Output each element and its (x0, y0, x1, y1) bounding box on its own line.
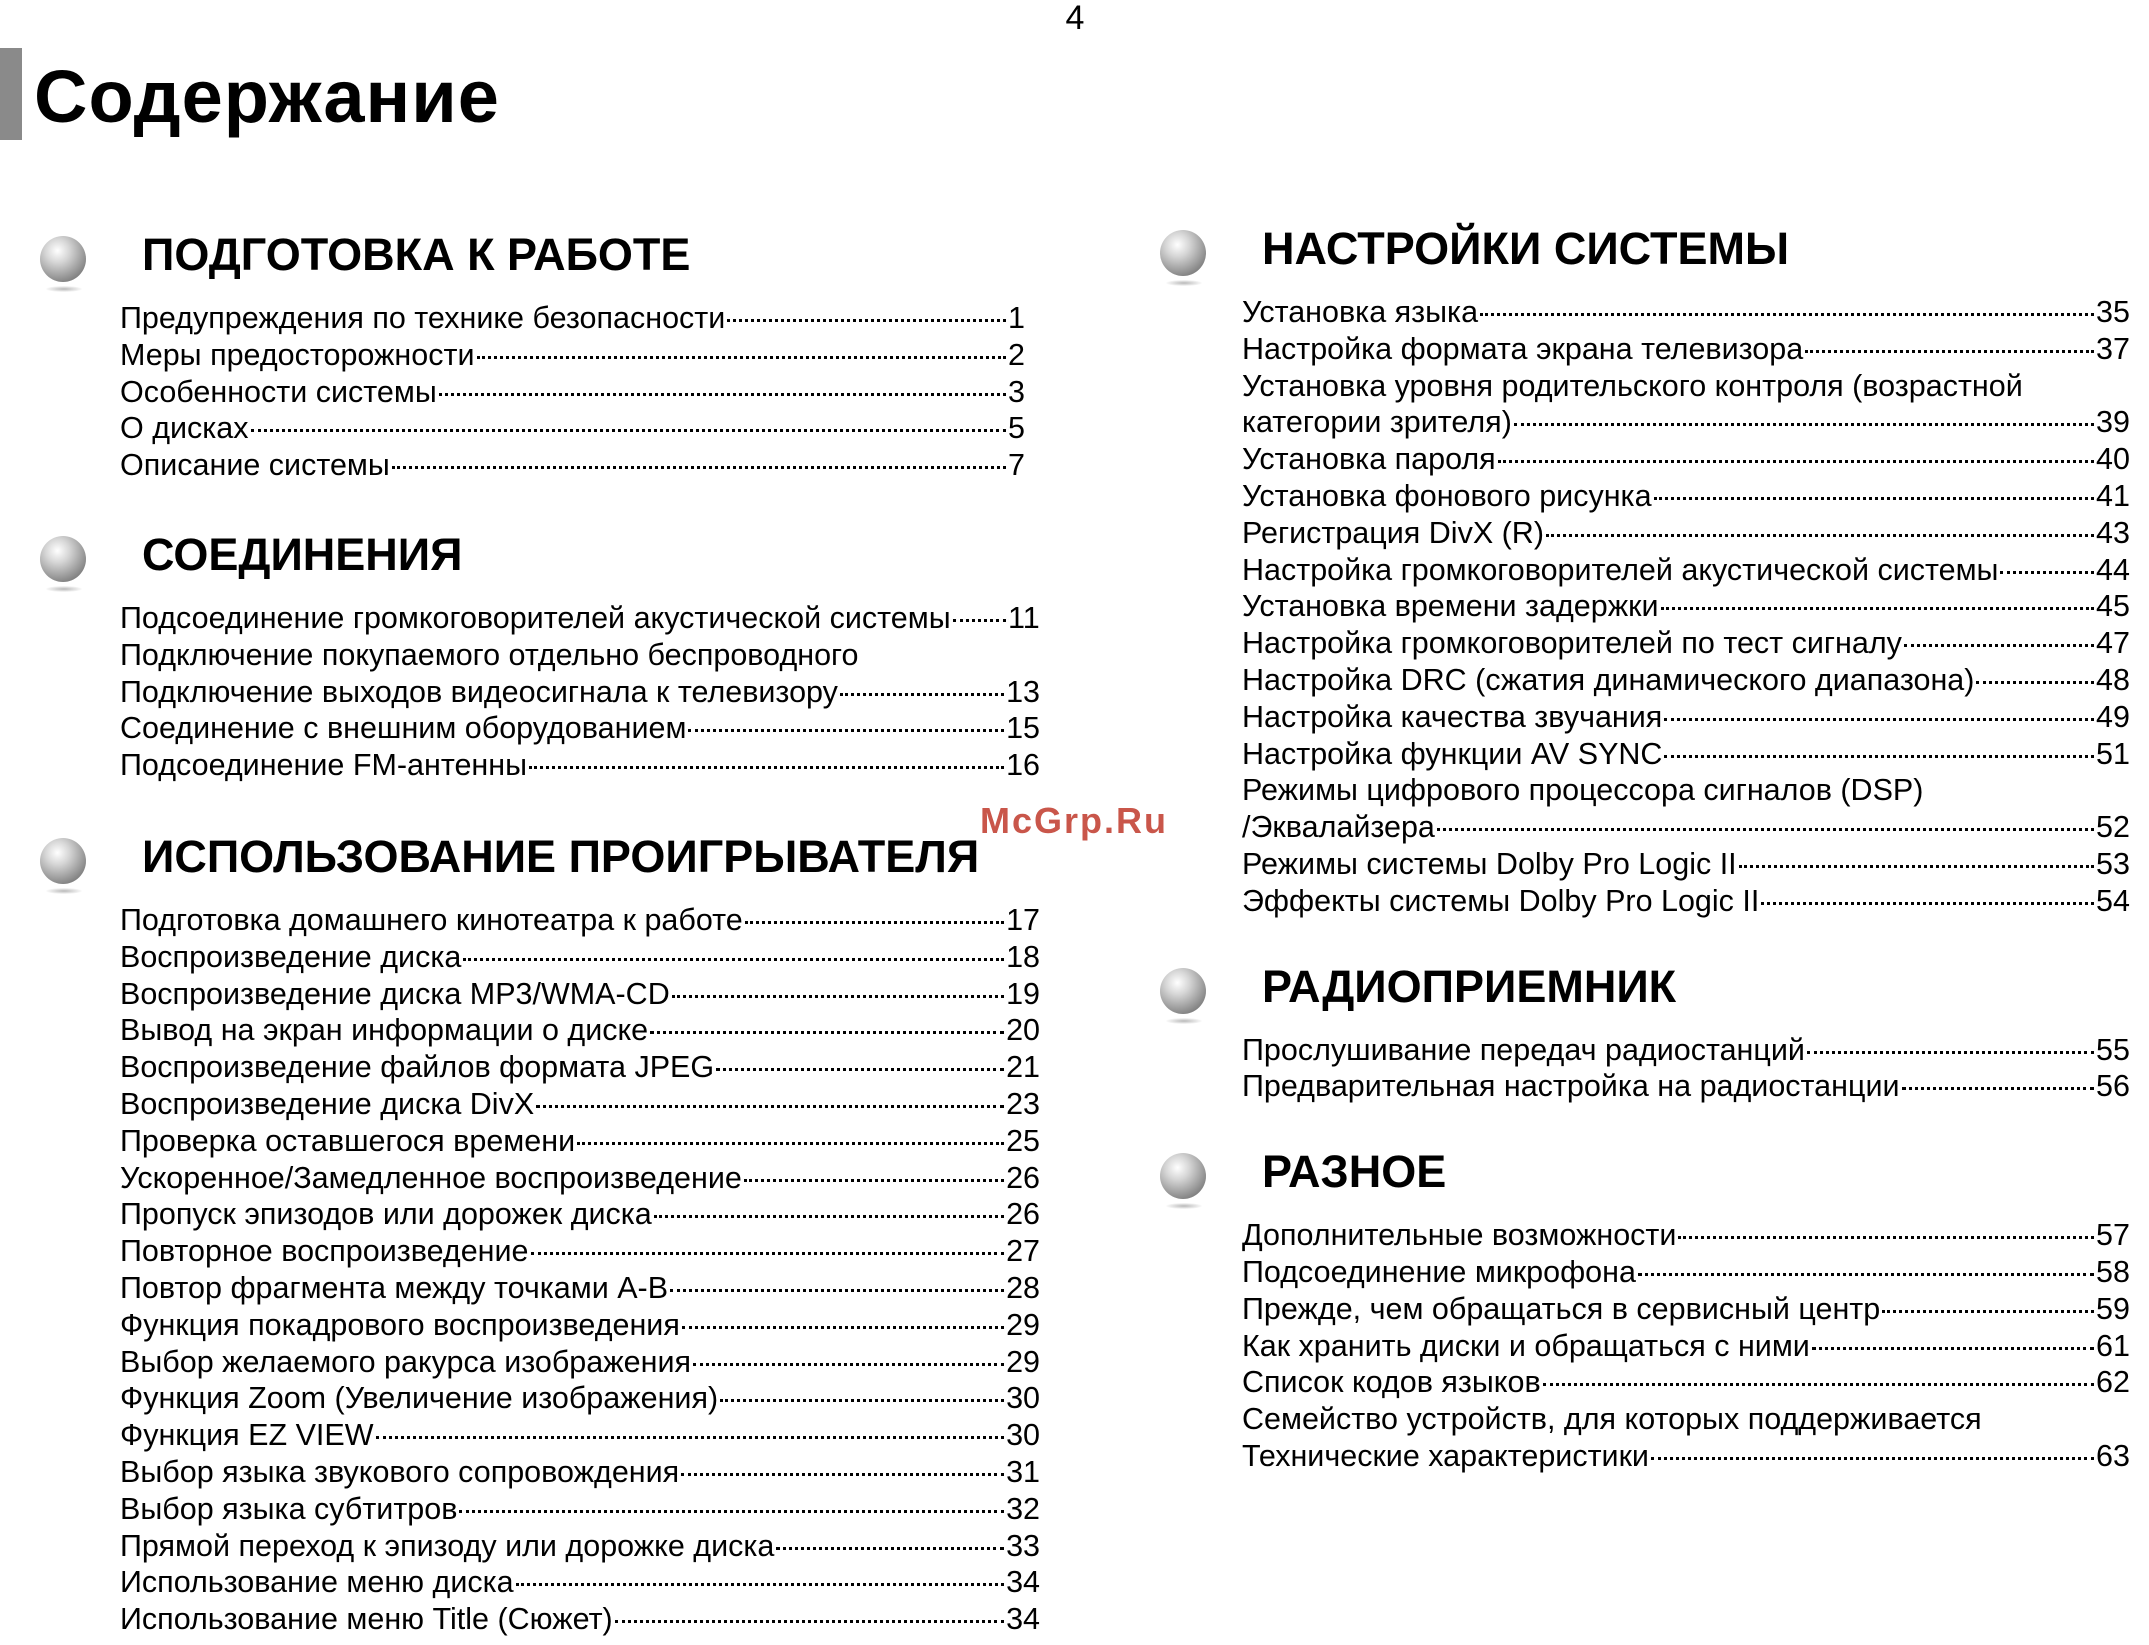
toc-section (1160, 218, 2149, 920)
toc-entry[interactable] (120, 1344, 1040, 1381)
toc-entry-page: 63 (2096, 1438, 2130, 1473)
section-title: РАДИОПРИЕМНИК (1262, 960, 1677, 1012)
toc-entry-page: 34 (1006, 1565, 1040, 1600)
toc-entry[interactable] (1242, 846, 2130, 883)
toc-entry-page: 29 (1006, 1307, 1040, 1342)
toc-entry-title: Проверка оставшегося времени (120, 1123, 576, 1158)
toc-entry-title: Установка фонового рисунка (1242, 478, 1652, 513)
toc-entry-title: Дополнительные возможности (1242, 1218, 1677, 1253)
toc-entry-title: категории зрителя) (1242, 405, 1512, 440)
toc-entry-title: Функция EZ VIEW (120, 1418, 374, 1453)
toc-entry[interactable] (120, 747, 1040, 784)
toc-entry[interactable] (120, 939, 1040, 976)
dot-leader (392, 466, 1006, 469)
toc-entry[interactable] (120, 1196, 1040, 1233)
dot-leader (439, 393, 1006, 396)
toc-entry-page: 17 (1006, 902, 1040, 937)
toc-entry[interactable] (120, 1233, 1040, 1270)
section-title: РАЗНОЕ (1262, 1146, 1447, 1198)
dot-leader (531, 1252, 1005, 1255)
toc-entry[interactable] (1242, 662, 2130, 699)
toc-entry-title: Прослушивание передач радиостанций (1242, 1032, 1805, 1067)
toc-entry-page: 54 (2096, 883, 2130, 918)
dot-leader (376, 1436, 1005, 1439)
dot-leader (477, 356, 1007, 359)
dot-leader (727, 319, 1006, 322)
dot-leader (1902, 1087, 2094, 1090)
section-title: ИСПОЛЬЗОВАНИЕ ПРОИГРЫВАТЕЛЯ (142, 830, 980, 882)
dot-leader (744, 1179, 1004, 1182)
toc-entry-title: Подсоединение FM-антенны (120, 748, 528, 783)
dot-leader (1498, 460, 2094, 463)
toc-entry[interactable] (1242, 331, 2130, 368)
dot-leader (650, 1031, 1004, 1034)
toc-entry-title: Воспроизведение файлов формата JPEG (120, 1050, 715, 1085)
toc-entry[interactable] (1242, 1401, 2130, 1438)
dot-leader (953, 619, 1006, 622)
toc-entry-title: Прямой переход к эпизоду или дорожке диска (120, 1528, 775, 1563)
toc-entry-page: 49 (2096, 699, 2130, 734)
toc-entry[interactable] (1242, 883, 2130, 920)
toc-entry-page: 30 (1006, 1381, 1040, 1416)
dot-leader (672, 995, 1004, 998)
toc-section (40, 224, 1040, 484)
toc-entry[interactable] (120, 1270, 1040, 1307)
dot-leader (516, 1583, 1004, 1586)
toc-entry-title: Выбор желаемого ракурса изображения (120, 1344, 691, 1379)
toc-entry-page: 32 (1006, 1491, 1040, 1526)
toc-entry[interactable] (120, 1491, 1040, 1528)
toc-entry-page: 43 (2096, 515, 2130, 550)
sphere-bullet-icon (1160, 230, 1206, 276)
dot-leader (1661, 607, 2094, 610)
toc-entry[interactable] (1242, 368, 2130, 405)
toc-entry-title: Режимы цифрового процессора сигналов (DSP) (1242, 773, 1924, 808)
toc-entry-page: 41 (2096, 478, 2130, 513)
toc-entry[interactable] (1242, 404, 2130, 441)
dot-leader (2000, 571, 2094, 574)
toc-entry[interactable] (120, 447, 1040, 484)
toc-entry-title: Список кодов языков (1242, 1365, 1541, 1400)
toc-entry[interactable] (1242, 1438, 2130, 1475)
toc-entry-page: 29 (1006, 1344, 1040, 1379)
toc-entry[interactable] (120, 410, 1040, 447)
toc-entry-title: Повтор фрагмента между точками А-В (120, 1270, 669, 1305)
sphere-bullet-icon (40, 236, 86, 282)
dot-leader (615, 1620, 1004, 1623)
toc-entry-page: 55 (2096, 1032, 2130, 1067)
toc-entry-page: 25 (1006, 1123, 1040, 1158)
page-number: 4 (1065, 0, 1085, 37)
toc-entry[interactable] (1242, 1217, 2130, 1254)
toc-entry-title: О дисках (120, 411, 249, 446)
toc-entry-page: 39 (2096, 405, 2130, 440)
dot-leader (1904, 644, 2094, 647)
toc-entry-page: 2 (1008, 337, 1025, 372)
dot-leader (745, 921, 1004, 924)
toc-entry-title: Воспроизведение диска (120, 939, 462, 974)
sphere-bullet-icon (40, 838, 86, 884)
toc-entry-page: 51 (2096, 736, 2130, 771)
dot-leader (251, 429, 1006, 432)
section-header (40, 826, 1040, 888)
toc-entry-page: 19 (1006, 976, 1040, 1011)
toc-entry-page: 53 (2096, 846, 2130, 881)
dot-leader (670, 1289, 1004, 1292)
toc-entry[interactable] (120, 1307, 1040, 1344)
dot-leader (1976, 681, 2094, 684)
toc-entry-page: 48 (2096, 662, 2130, 697)
dot-leader (840, 693, 1004, 696)
dot-leader (1739, 865, 2094, 868)
toc-entry-title: Описание системы (120, 448, 390, 483)
toc-entry-page: 58 (2096, 1254, 2130, 1289)
toc-entry[interactable] (120, 637, 1040, 674)
toc-entry[interactable] (1242, 625, 2130, 662)
toc-entry[interactable] (120, 300, 1040, 337)
toc-entry-page: 61 (2096, 1328, 2130, 1363)
toc-entry-page: 26 (1006, 1197, 1040, 1232)
toc-entry-title: Установка языка (1242, 295, 1479, 329)
toc-section (40, 524, 1040, 784)
toc-entry-page: 3 (1008, 374, 1025, 409)
toc-entry-title: Подключение покупаемого отдельно беспроводного (120, 637, 859, 672)
section-header (1160, 1141, 2149, 1203)
toc-entry-title: Подсоединение микрофона (1242, 1254, 1636, 1289)
right-column (1160, 218, 2149, 1475)
section-header (1160, 956, 2149, 1018)
toc-entry-title: Настройка формата экрана телевизора (1242, 331, 1804, 366)
toc-entry-title: Технические характеристики (1242, 1438, 1649, 1473)
toc-entry-title: Выбор языка звукового сопровождения (120, 1454, 680, 1489)
toc-entry-title: Пропуск эпизодов или дорожек диска (120, 1197, 652, 1232)
toc-list (40, 300, 1040, 484)
toc-entry-title: Режимы системы Dolby Pro Logic II (1242, 846, 1737, 881)
toc-entry-page: 33 (1006, 1528, 1040, 1563)
sphere-bullet-icon (40, 536, 86, 582)
toc-entry-title: Подготовка домашнего кинотеатра к работе (120, 902, 743, 937)
toc-list (1160, 1032, 2149, 1106)
toc-entry-page: 11 (1008, 600, 1040, 635)
toc-entry-title: Настройка функции AV SYNC (1242, 736, 1663, 771)
toc-entry[interactable] (120, 976, 1040, 1013)
toc-entry-title: Предварительная настройка на радиостанции (1242, 1069, 1900, 1104)
dot-leader (1664, 718, 2094, 721)
dot-leader (463, 958, 1004, 961)
toc-entry-title: Выбор языка субтитров (120, 1491, 458, 1526)
toc-entry-title: Настройка громкоговорителей по тест сигналу (1242, 626, 1902, 661)
dot-leader (716, 1068, 1004, 1071)
toc-entry-page: 27 (1006, 1234, 1040, 1269)
toc-entry-page: 13 (1006, 674, 1040, 709)
toc-entry-page: 31 (1006, 1454, 1040, 1489)
toc-entry[interactable] (1242, 1032, 2130, 1069)
toc-entry[interactable] (120, 1086, 1040, 1123)
toc-entry-page: 47 (2096, 626, 2130, 661)
toc-entry-title: Воспроизведение диска MP3/WMA-CD (120, 976, 670, 1011)
toc-entry-page: 20 (1006, 1013, 1040, 1048)
toc-entry-page: 56 (2096, 1069, 2130, 1104)
toc-entry-title: Прежде, чем обращаться в сервисный центр (1242, 1291, 1881, 1326)
toc-entry-title: Функция Zoom (Увеличение изображения) (120, 1381, 719, 1416)
toc-entry-title: Соединение с внешним оборудованием (120, 711, 687, 746)
toc-entry[interactable] (1242, 772, 2130, 809)
toc-entry-title: Ускоренное/Замедленное воспроизведение (120, 1160, 742, 1195)
toc-entry-page: 30 (1006, 1418, 1040, 1453)
toc-entry-page: 57 (2096, 1218, 2130, 1253)
toc-entry-title: Предупреждения по технике безопасности (120, 301, 726, 335)
toc-entry[interactable] (1242, 294, 2130, 331)
toc-section (1160, 956, 2149, 1106)
sphere-bullet-icon (1160, 968, 1206, 1014)
dot-leader (1664, 755, 2094, 758)
toc-entry-title: Установка времени задержки (1242, 589, 1659, 624)
toc-entry[interactable] (1242, 699, 2130, 736)
dot-leader (654, 1215, 1004, 1218)
dot-leader (681, 1473, 1004, 1476)
watermark: McGrp.Ru (980, 800, 1169, 841)
toc-entry[interactable] (120, 600, 1040, 637)
dot-leader (1805, 350, 2094, 353)
toc-entry-title: Регистрация DivX (R) (1242, 515, 1544, 550)
toc-entry[interactable] (120, 1564, 1040, 1601)
dot-leader (688, 729, 1004, 732)
dot-leader (459, 1510, 1004, 1513)
toc-entry-page: 44 (2096, 552, 2130, 587)
toc-entry[interactable] (120, 1528, 1040, 1565)
toc-entry-page: 21 (1006, 1050, 1040, 1085)
dot-leader (1882, 1310, 2094, 1313)
page-title: Содержание (34, 55, 500, 138)
toc-entry[interactable] (120, 1380, 1040, 1417)
toc-entry-title: Меры предосторожности (120, 337, 475, 372)
toc-section (1160, 1141, 2149, 1475)
toc-entry-page: 45 (2096, 589, 2130, 624)
toc-entry-page: 26 (1006, 1160, 1040, 1195)
toc-entry-page: 40 (2096, 442, 2130, 477)
toc-entry-title: Вывод на экран информации о диске (120, 1013, 649, 1048)
sphere-bullet-icon (1160, 1153, 1206, 1199)
dot-leader (776, 1547, 1004, 1550)
dot-leader (1678, 1236, 2094, 1239)
toc-entry-page: 52 (2096, 810, 2130, 845)
dot-leader (1546, 534, 2094, 537)
dot-leader (693, 1363, 1004, 1366)
dot-leader (536, 1105, 1004, 1108)
toc-entry[interactable] (120, 1454, 1040, 1491)
toc-entry[interactable] (120, 374, 1040, 411)
toc-list (40, 902, 1040, 1638)
toc-entry[interactable] (120, 674, 1040, 711)
toc-entry-page: 59 (2096, 1291, 2130, 1326)
toc-section (40, 826, 1040, 1638)
toc-entry[interactable] (1242, 1068, 2130, 1105)
toc-entry-title: /Эквалайзера (1242, 810, 1435, 845)
toc-entry[interactable] (1242, 588, 2130, 625)
title-accent-bar (0, 48, 22, 140)
toc-entry-page: 5 (1008, 411, 1025, 446)
toc-entry-title: Подключение выходов видеосигнала к телевизору (120, 674, 838, 709)
toc-entry[interactable] (1242, 1291, 2130, 1328)
dot-leader (1761, 902, 2094, 905)
toc-entry-page: 15 (1006, 711, 1040, 746)
toc-entry-title: Особенности системы (120, 374, 437, 409)
toc-entry-page: 18 (1006, 939, 1040, 974)
section-header (40, 224, 1040, 286)
dot-leader (1514, 423, 2094, 426)
dot-leader (1638, 1273, 2094, 1276)
toc-entry[interactable] (1242, 736, 2130, 773)
dot-leader (1654, 497, 2094, 500)
toc-entry[interactable] (120, 1049, 1040, 1086)
section-header (1160, 218, 2149, 280)
dot-leader (577, 1142, 1004, 1145)
dot-leader (529, 766, 1004, 769)
toc-entry[interactable] (1242, 441, 2130, 478)
toc-entry-title: Использование меню диска (120, 1565, 514, 1600)
toc-entry[interactable] (120, 1601, 1040, 1638)
dot-leader (682, 1326, 1004, 1329)
toc-entry-title: Установка уровня родительского контроля (возрастной (1242, 368, 2023, 403)
toc-entry[interactable] (1242, 552, 2130, 589)
dot-leader (720, 1399, 1004, 1402)
section-title: ПОДГОТОВКА К РАБОТЕ (142, 229, 691, 280)
toc-entry-title: Воспроизведение диска DivX (120, 1086, 535, 1121)
dot-leader (1651, 1457, 2094, 1460)
toc-entry-page: 37 (2096, 331, 2130, 366)
toc-entry[interactable] (120, 710, 1040, 747)
toc-entry-title: Настройка DRC (сжатия динамического диапазона) (1242, 662, 1975, 697)
dot-leader (1812, 1347, 2094, 1350)
section-header (40, 524, 1040, 586)
toc-entry[interactable] (1242, 478, 2130, 515)
dot-leader (1543, 1383, 2094, 1386)
toc-entry-page: 35 (2096, 295, 2130, 329)
toc-entry-title: Настройка громкоговорителей акустической системы (1242, 552, 1999, 587)
toc-entry-title: Настройка качества звучания (1242, 699, 1663, 734)
toc-entry-page: 23 (1006, 1086, 1040, 1121)
toc-entry-page: 1 (1008, 301, 1025, 335)
toc-entry[interactable] (120, 1123, 1040, 1160)
toc-entry-page: 62 (2096, 1365, 2130, 1400)
toc-entry[interactable] (120, 902, 1040, 939)
dot-leader (1807, 1051, 2094, 1054)
toc-entry-title: Установка пароля (1242, 442, 1496, 477)
toc-entry[interactable] (1242, 1254, 2130, 1291)
toc-entry[interactable] (1242, 515, 2130, 552)
toc-entry-title: Функция покадрового воспроизведения (120, 1307, 680, 1342)
toc-entry-title: Как хранить диски и обращаться с ними (1242, 1328, 1810, 1363)
toc-entry-page: 7 (1008, 448, 1025, 483)
toc-list (1160, 1217, 2149, 1475)
toc-list (1160, 294, 2149, 920)
toc-list (40, 600, 1040, 784)
toc-entry[interactable] (120, 1417, 1040, 1454)
toc-entry-page: 34 (1006, 1602, 1040, 1637)
toc-entry-title: Подсоединение громкоговорителей акустической системы (120, 600, 951, 635)
toc-entry[interactable] (120, 1012, 1040, 1049)
toc-entry-page: 16 (1006, 748, 1040, 783)
toc-entry-page: 28 (1006, 1270, 1040, 1305)
toc-entry[interactable] (120, 1160, 1040, 1197)
dot-leader (1437, 828, 2094, 831)
toc-entry-title: Эффекты системы Dolby Pro Logic II (1242, 883, 1760, 918)
section-title: СОЕДИНЕНИЯ (142, 528, 463, 580)
toc-entry[interactable] (1242, 1364, 2130, 1401)
left-column (40, 224, 1040, 1638)
toc-entry-title: Использование меню Title (Сюжет) (120, 1602, 613, 1637)
toc-entry-title: Семейство устройств, для которых поддерживается (1242, 1402, 1982, 1437)
toc-entry[interactable] (1242, 1328, 2130, 1365)
dot-leader (1480, 313, 2094, 316)
section-title: НАСТРОЙКИ СИСТЕМЫ (1262, 223, 1790, 274)
toc-entry-title: Повторное воспроизведение (120, 1234, 529, 1269)
toc-entry[interactable] (1242, 809, 2130, 846)
toc-entry[interactable] (120, 337, 1040, 374)
